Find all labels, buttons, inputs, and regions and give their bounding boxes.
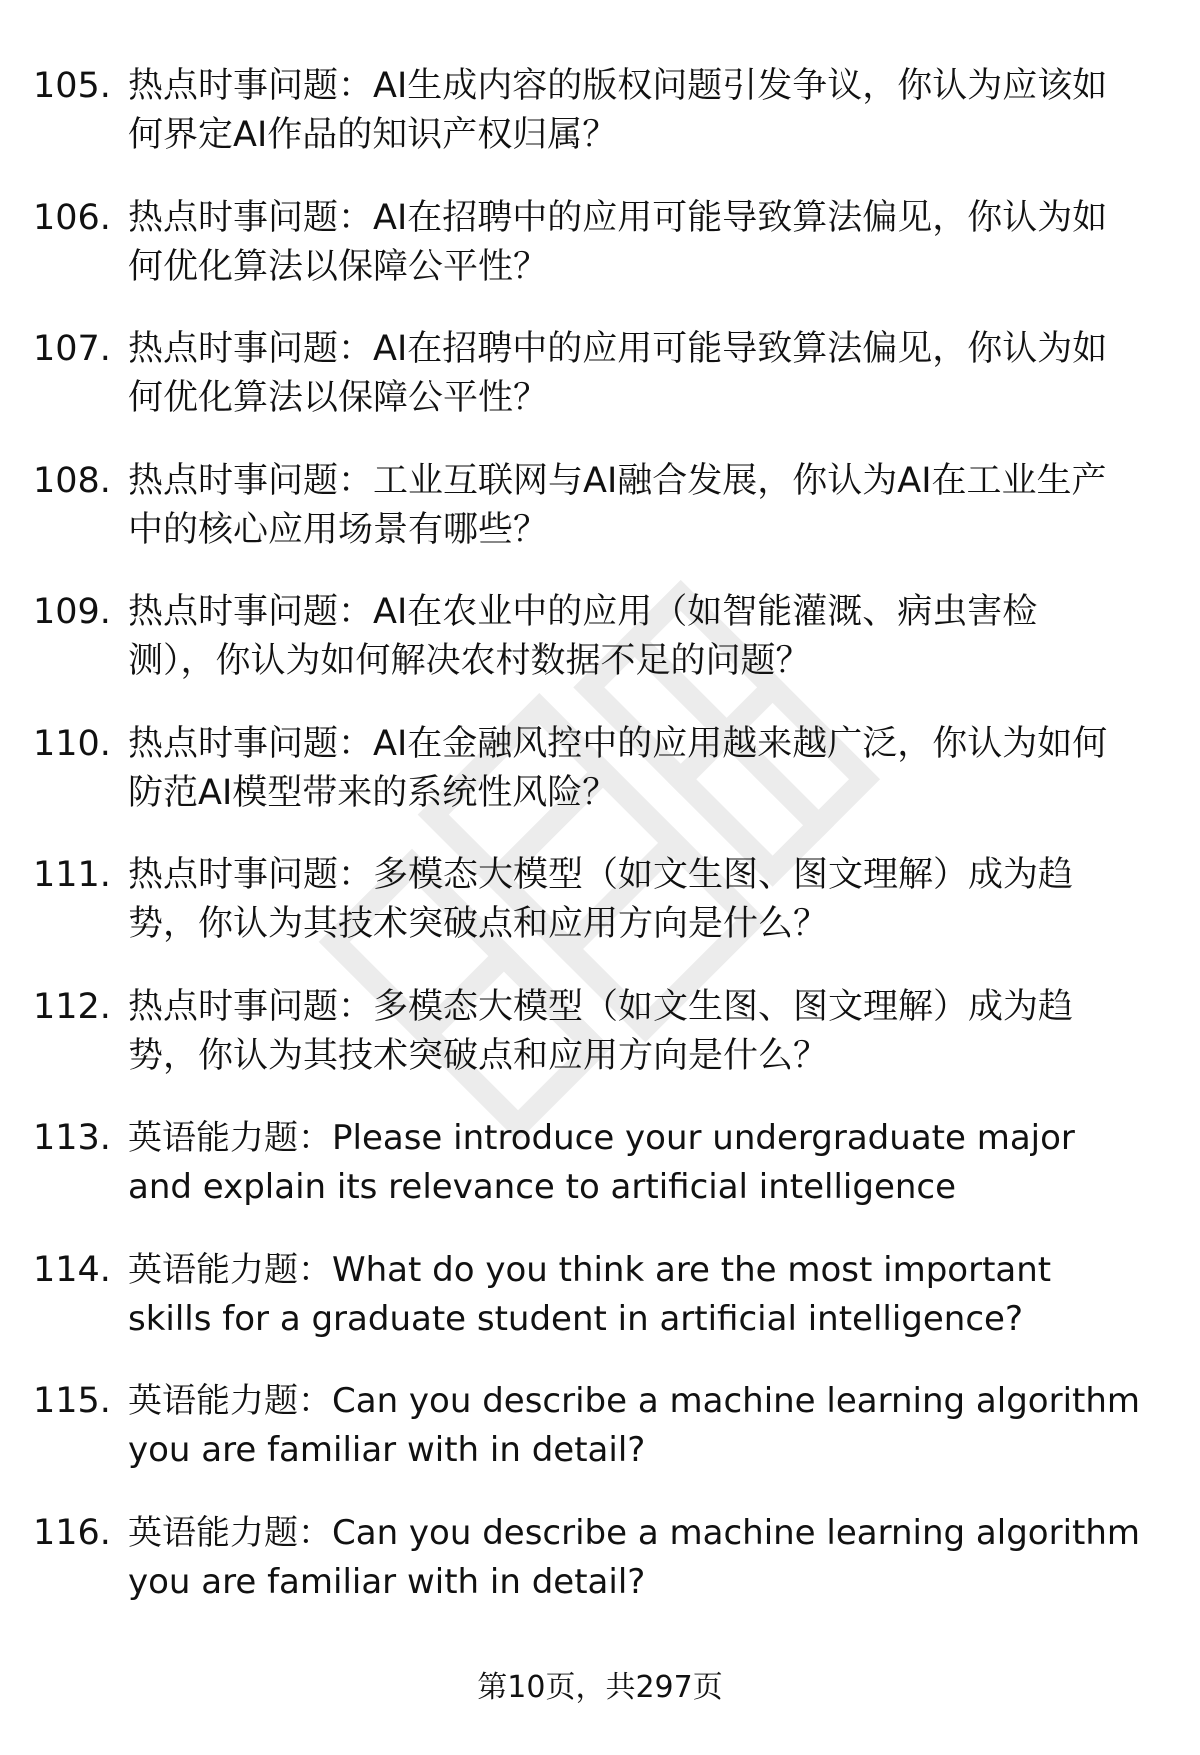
question-line: 何优化算法以保障公平性？ [128, 246, 549, 287]
question-text [128, 983, 1173, 1081]
question-item [0, 457, 1200, 589]
question-line: 势，你认为其技术突破点和应用方向是什么？ [128, 1035, 829, 1076]
question-number: 111. [33, 855, 111, 895]
question-item [0, 1114, 1200, 1246]
question-line: 热点时事问题：AI在农业中的应用（如智能灌溉、病虫害检 [128, 592, 1038, 632]
question-text [128, 851, 1173, 949]
question-text [128, 325, 1173, 423]
question-text [128, 1246, 1173, 1344]
question-line: 中的核心应用场景有哪些？ [128, 509, 549, 550]
question-text [128, 720, 1173, 818]
page-footer [0, 1668, 1200, 1708]
question-item [0, 983, 1200, 1115]
question-number: 115. [33, 1381, 111, 1421]
question-line: and explain its relevance to artificial intelligence [128, 1167, 957, 1207]
question-line: skills for a graduate student in artificial intelligence? [128, 1298, 1023, 1339]
question-number: 109. [33, 592, 111, 632]
question-number: 108. [33, 460, 111, 501]
question-line: 热点时事问题：工业互联网与AI融合发展，你认为AI在工业生产 [128, 460, 1107, 501]
question-line: 防范AI模型带来的系统性风险？ [128, 772, 618, 813]
question-line: 热点时事问题：多模态大模型（如文生图、图文理解）成为趋 [128, 855, 1074, 895]
question-number: 106. [33, 197, 111, 238]
question-number: 112. [33, 986, 111, 1027]
question-line: 英语能力题：Please introduce your undergraduate major [128, 1118, 1075, 1158]
question-number: 114. [33, 1249, 111, 1290]
question-line: 英语能力题：Can you describe a machine learning algorithm [128, 1512, 1141, 1553]
question-number: 107. [33, 329, 111, 369]
question-line: 热点时事问题：AI在招聘中的应用可能导致算法偏见，你认为如 [128, 329, 1108, 369]
question-line: 何优化算法以保障公平性？ [128, 378, 549, 418]
question-item [0, 720, 1200, 852]
question-item [0, 588, 1200, 720]
question-text [128, 457, 1173, 555]
question-line: 测），你认为如何解决农村数据不足的问题？ [128, 641, 811, 681]
question-text [128, 62, 1173, 160]
question-item [0, 1246, 1200, 1378]
question-number: 110. [33, 723, 111, 764]
question-item [0, 1377, 1200, 1509]
question-line: 热点时事问题：AI在金融风控中的应用越来越广泛，你认为如何 [128, 723, 1108, 764]
question-line: you are familiar with in detail? [128, 1430, 646, 1470]
question-number: 105. [33, 66, 111, 106]
question-line: you are familiar with in detail? [128, 1561, 646, 1602]
question-number: 113. [33, 1118, 111, 1158]
question-item [0, 194, 1200, 326]
question-item [0, 851, 1200, 983]
question-text [128, 1377, 1173, 1475]
page-indicator: 第10页，共297页 [477, 1670, 723, 1705]
question-item [0, 1509, 1200, 1641]
question-text [128, 588, 1173, 686]
question-text [128, 1509, 1173, 1607]
question-text [128, 1114, 1173, 1212]
question-line: 英语能力题：Can you describe a machine learning algorithm [128, 1381, 1141, 1421]
question-line: 热点时事问题：AI生成内容的版权问题引发争议，你认为应该如 [128, 66, 1108, 106]
question-item [0, 62, 1200, 194]
question-line: 何界定AI作品的知识产权归属？ [128, 115, 618, 155]
question-line: 势，你认为其技术突破点和应用方向是什么？ [128, 904, 829, 944]
question-line: 热点时事问题：AI在招聘中的应用可能导致算法偏见，你认为如 [128, 197, 1108, 238]
question-list [0, 62, 1200, 1640]
question-text [128, 194, 1173, 292]
question-number: 116. [33, 1512, 111, 1553]
question-item [0, 325, 1200, 457]
question-line: 热点时事问题：多模态大模型（如文生图、图文理解）成为趋 [128, 986, 1074, 1027]
question-line: 英语能力题：What do you think are the most important [128, 1249, 1052, 1290]
